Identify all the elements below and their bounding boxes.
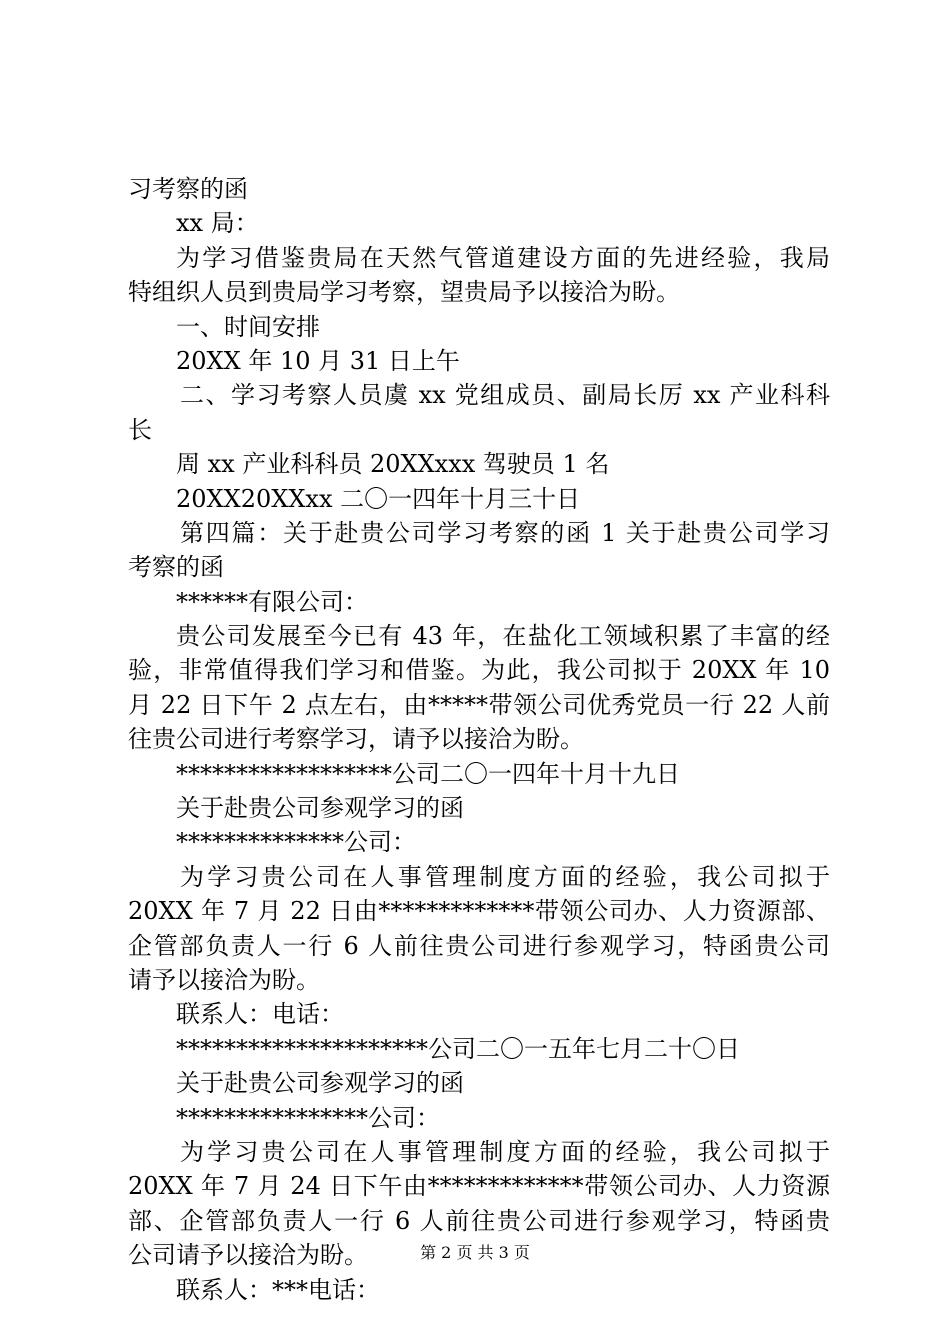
text-line: ******************公司二〇一四年十月十九日 bbox=[176, 759, 680, 788]
text-line: 20XX20XXxx 二〇一四年十月三十日 bbox=[176, 484, 581, 513]
text-line: 特组织人员到贵局学习考察，望贵局予以接洽为盼。 bbox=[128, 278, 680, 307]
text-line: *********************公司二〇一五年七月二十〇日 bbox=[176, 1034, 740, 1063]
text-line: 20XX 年 7 月 22 日由*************带领公司办、人力资源部、 bbox=[128, 897, 830, 926]
text-line: **************公司： bbox=[176, 828, 416, 857]
text-line: xx 局： bbox=[176, 209, 259, 238]
text-line: 月 22 日下午 2 点左右，由*****带领公司优秀党员一行 22 人前 bbox=[128, 690, 830, 719]
text-line: 考察的函 bbox=[128, 553, 224, 582]
text-line: 验，非常值得我们学习和借鉴。为此，我公司拟于 20XX 年 10 bbox=[128, 656, 830, 685]
text-line: 往贵公司进行考察学习，请予以接洽为盼。 bbox=[128, 725, 584, 754]
text-line: 关于赴贵公司参观学习的函 bbox=[176, 794, 464, 823]
text-line: ****************公司： bbox=[176, 1103, 440, 1132]
document-body bbox=[128, 172, 830, 1307]
text-line: 公司请予以接洽为盼。 bbox=[128, 1241, 368, 1270]
text-line: 周 xx 产业科科员 20XXxxx 驾驶员 1 名 bbox=[176, 450, 610, 479]
text-line: 一、时间安排 bbox=[176, 312, 320, 341]
text-line: 为学习贵公司在人事管理制度方面的经验，我公司拟于 bbox=[180, 1137, 830, 1166]
text-line: 关于赴贵公司参观学习的函 bbox=[176, 1069, 464, 1098]
text-line: 部、企管部负责人一行 6 人前往贵公司进行参观学习，特函贵 bbox=[128, 1206, 830, 1235]
page-footer: 第 2 页 共 3 页 bbox=[420, 1243, 530, 1262]
text-line: 第四篇：关于赴贵公司学习考察的函 1 关于赴贵公司学习 bbox=[180, 518, 830, 547]
text-line: 为学习借鉴贵局在天然气管道建设方面的先进经验，我局 bbox=[176, 243, 830, 272]
text-line: 企管部负责人一行 6 人前往贵公司进行参观学习，特函贵公司 bbox=[128, 931, 830, 960]
text-line: 二、学习考察人员虞 xx 党组成员、副局长厉 xx 产业科科 bbox=[180, 381, 830, 410]
text-line: 为学习贵公司在人事管理制度方面的经验，我公司拟于 bbox=[180, 862, 830, 891]
text-line: 长 bbox=[128, 415, 152, 444]
text-line: 20XX 年 7 月 24 日下午由*************带领公司办、人力资源 bbox=[128, 1172, 830, 1201]
text-line: 习考察的函 bbox=[128, 175, 248, 203]
text-line: 联系人：电话： bbox=[176, 1000, 344, 1029]
text-line: 20XX 年 10 月 31 日上午 bbox=[176, 346, 460, 375]
text-line: ******有限公司： bbox=[176, 587, 368, 616]
text-line: 贵公司发展至今已有 43 年，在盐化工领域积累了丰富的经 bbox=[176, 622, 830, 651]
text-line: 联系人：***电话： bbox=[176, 1275, 380, 1304]
text-line: 请予以接洽为盼。 bbox=[128, 965, 320, 994]
